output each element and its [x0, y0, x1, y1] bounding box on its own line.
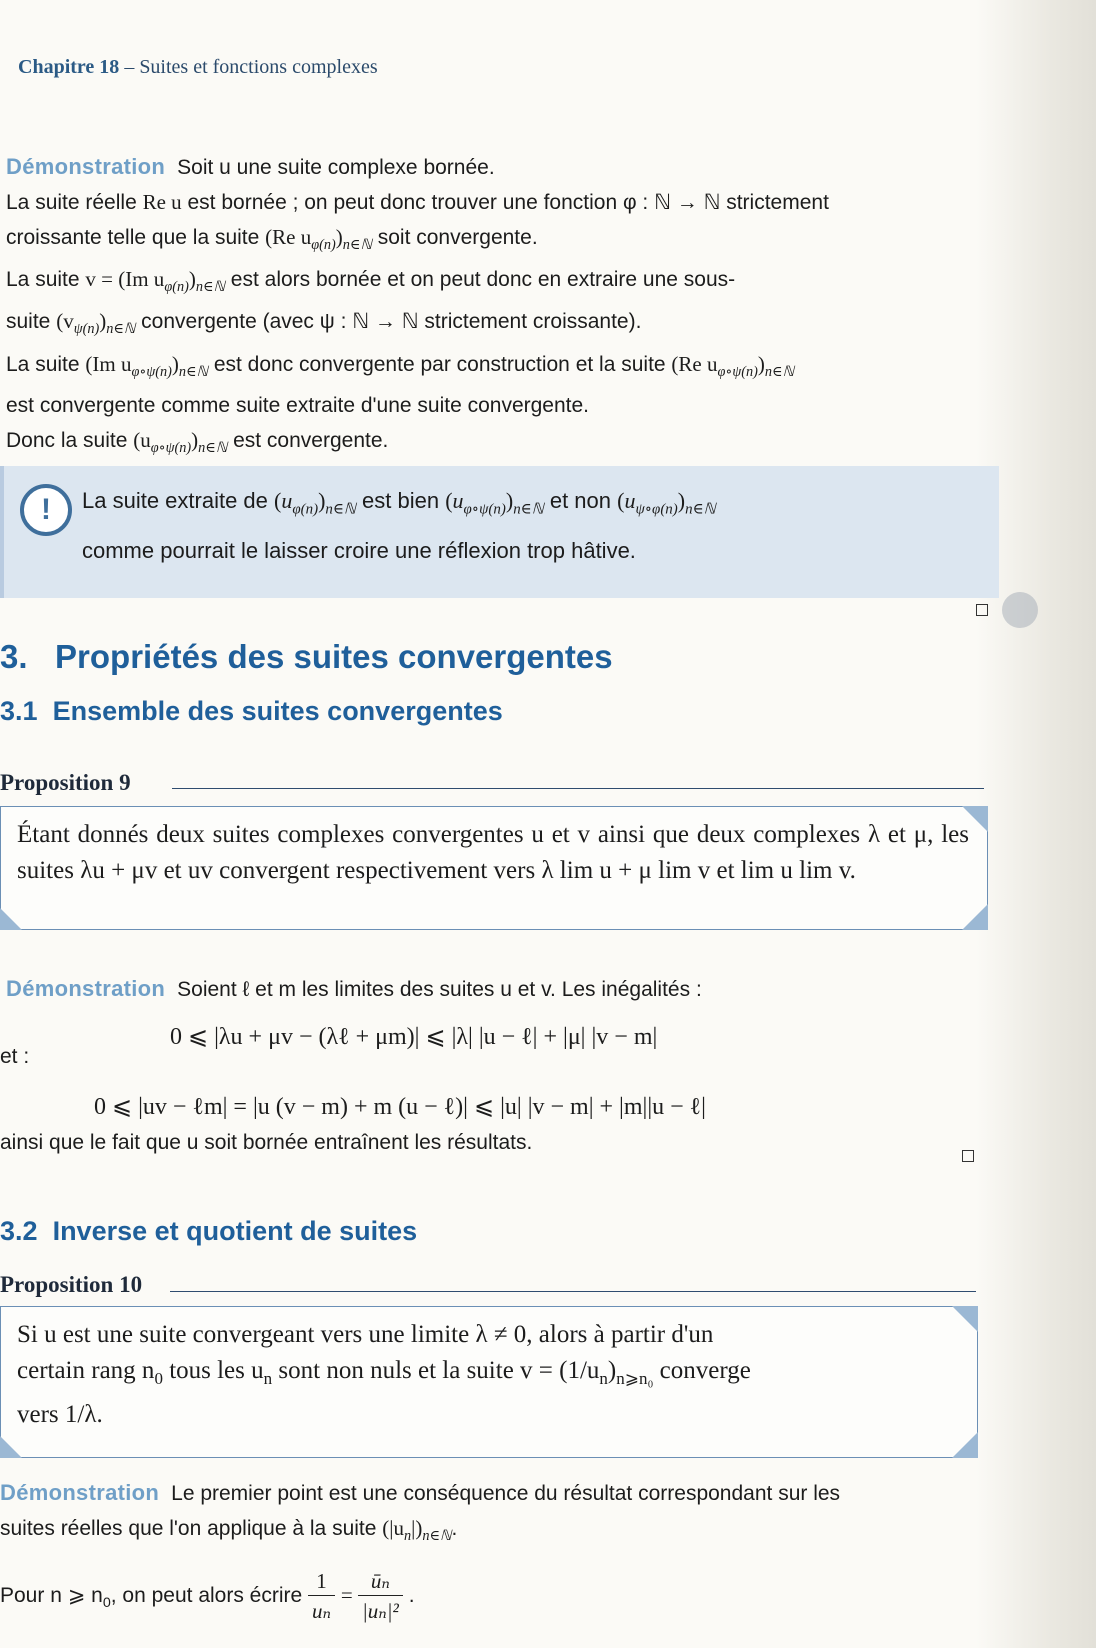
demo3-intro: Le premier point est une conséquence du résultat correspondant sur les	[171, 1482, 841, 1505]
subsection-3-2-heading: 3.2 Inverse et quotient de suites	[0, 1216, 418, 1246]
proposition-10-label: Proposition 10	[0, 1272, 143, 1297]
margin-tab-marker	[1002, 592, 1038, 628]
qed-square	[976, 604, 988, 616]
demo1-line-2: La suite réelle Re u est bornée ; on peut donc trouver une fonction φ : ℕ → ℕ strictement	[6, 190, 829, 214]
inequality-1: 0 ⩽ |λu + μv − (λℓ + μm)| ⩽ |λ| |u − ℓ| + |μ| |v − m|	[170, 1024, 658, 1050]
warning-callout	[0, 466, 999, 598]
proposition-9-box	[0, 806, 988, 930]
chapter-separator: –	[119, 56, 140, 78]
demo3-line-3: Pour n ⩾ $n_0$, on peut alors écrire $\frac{1}{\text{uₙ}}$ = $\frac{\text{ūₙ}}{\text{|uₙ|²}}$ .	[0, 1567, 990, 1626]
qed-square	[962, 1150, 974, 1162]
proposition-10-line-3: vers 1/λ.	[17, 1401, 103, 1428]
demo3-line-2: suites réelles que l'on applique à la suite $(|u_n|)_{n\in ℕ}$.	[0, 1516, 458, 1545]
demo1-intro: Soit u une suite complexe bornée.	[177, 156, 495, 179]
demonstration-label: Démonstration	[0, 1480, 160, 1505]
warning-text: La suite extraite de $(u_{\varphi(n)})_{n\in ℕ}$ est bien $(u_{\varphi\circ\psi(n)})_{n\in ℕ}$ et non $(u_{\psi\circ\varphi(n)})_{n\in ℕ}$ comme pourrait le laisser croire une réflexion trop hâtive.	[82, 488, 716, 564]
proposition-10-line-1: Si u est une suite convergeant vers une limite λ ≠ 0, alors à partir d'un	[17, 1321, 714, 1348]
subsection-3-1-heading: 3.1 Ensemble des suites convergentes	[0, 696, 503, 726]
proposition-10-line-2: certain rang $n_0$ tous les $u_n$ sont non nuls et la suite $v = (1/u_n)_{n⩾n_0}$ converge	[17, 1357, 751, 1388]
demo1-line-6: La suite (Im $u_{\varphi\circ\psi(n)})_{n\in ℕ}$ est donc convergente par construction et la suite (Re $u_{\varphi\circ\psi(n)})_{n\in ℕ}$	[6, 351, 795, 380]
inequality-2: 0 ⩽ |uv − ℓm| = |u (v − m) + m (u − ℓ)| ⩽ |u| |v − m| + |m||u − ℓ|	[94, 1094, 706, 1120]
demonstration-2	[6, 972, 996, 1007]
et-connector: et :	[0, 1045, 30, 1068]
demo1-line-4: La suite v = (Im $u_{\varphi(n)})_{n\in ℕ}$ est alors bornée et on peut donc en extraire une sous-	[6, 267, 736, 296]
warning-icon: !	[20, 484, 72, 536]
proposition-10-rule	[170, 1291, 976, 1292]
demo1-line-3: croissante telle que la suite (Re $u_{\varphi(n)})_{n\in ℕ}$ soit convergente.	[6, 225, 538, 254]
fraction-one-over-un: $\frac{1}{\text{uₙ}}$	[308, 1567, 335, 1626]
demonstration-label: Démonstration	[6, 154, 166, 179]
chapter-label: Chapitre 18	[18, 56, 120, 78]
chapter-title: Suites et fonctions complexes	[139, 56, 378, 78]
demo1-line-7: est convergente comme suite extraite d'une suite convergente.	[6, 393, 590, 417]
demo1-line-5: suite $(v_{\psi(n)})_{n\in ℕ}$ convergente (avec ψ : ℕ → ℕ strictement croissante).	[6, 309, 642, 338]
demo2-conclusion: ainsi que le fait que u soit bornée entraînent les résultats.	[0, 1131, 533, 1154]
section-heading: 3. Propriétés des suites convergentes	[0, 638, 613, 675]
proposition-9-rule	[172, 788, 984, 789]
running-head	[18, 56, 378, 79]
demonstration-1	[6, 150, 996, 465]
demonstration-label: Démonstration	[6, 976, 166, 1001]
fraction-conj-over-modulus: $\frac{\text{ūₙ}}{\text{|uₙ|²}}$	[358, 1567, 403, 1626]
demo2-intro: Soient ℓ et m les limites des suites u et v. Les inégalités :	[177, 978, 702, 1001]
demonstration-3	[0, 1476, 990, 1626]
demo1-line-8: Donc la suite $(u_{\varphi\circ\psi(n)})_{n\in ℕ}$ est convergente.	[6, 427, 389, 456]
proposition-10-box	[0, 1306, 978, 1458]
proposition-9-label: Proposition 9	[0, 770, 131, 795]
proposition-9-text: Étant donnés deux suites complexes convergentes u et v ainsi que deux complexes λ et μ, les suites λu + μv et uv convergent respectivement vers λ lim u + μ lim v et lim u lim v.	[17, 821, 969, 884]
